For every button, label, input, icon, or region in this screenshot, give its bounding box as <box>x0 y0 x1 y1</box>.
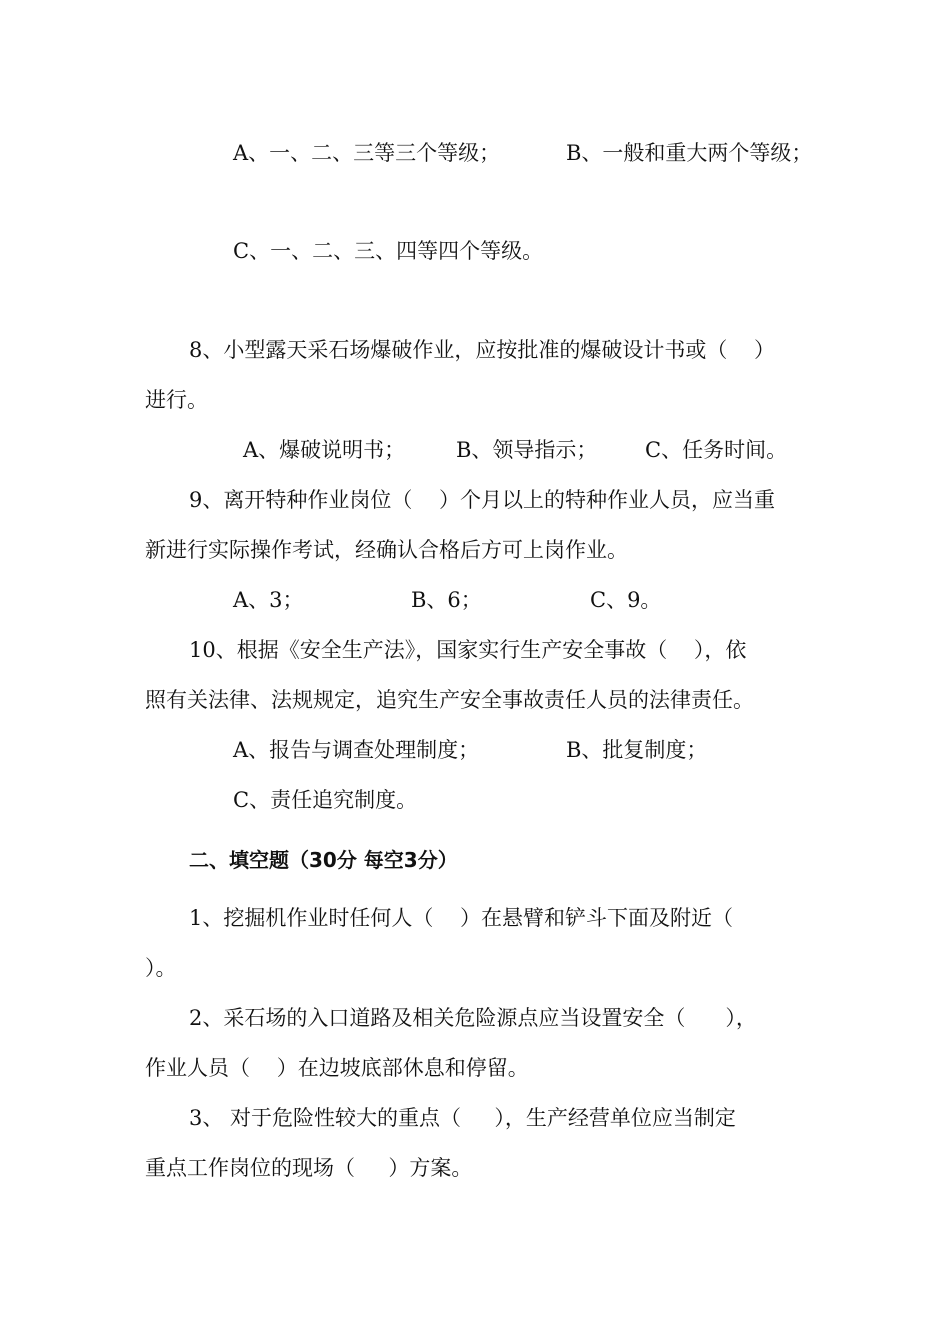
q10-option-c: C、责任追究制度。 <box>233 788 418 812</box>
fill3-line2: 重点工作岗位的现场（ ）方案。 <box>145 1156 473 1180</box>
q9-question-line1: 9、离开特种作业岗位（ ）个月以上的特种作业人员，应当重 <box>189 488 776 512</box>
q8-question-line2: 进行。 <box>145 388 208 412</box>
fill3-line1: 3、 对于危险性较大的重点（ ），生产经营单位应当制定 <box>189 1106 736 1130</box>
fill2-line1: 2、采石场的入口道路及相关危险源点应当设置安全（ ）， <box>189 1006 757 1030</box>
q8-option-a: A、爆破说明书； <box>243 438 406 462</box>
q8-option-c: C、任务时间。 <box>645 438 788 462</box>
q8-option-b: B、领导指示； <box>456 438 598 462</box>
q9-option-c: C、9。 <box>590 588 662 612</box>
q7-option-c: C、一、二、三、四等四个等级。 <box>233 239 544 263</box>
section-heading-fill-in: 二、填空题（30分 每空3分） <box>189 848 458 872</box>
q10-option-a: A、报告与调查处理制度； <box>233 738 480 762</box>
q7-option-a: A、一、二、三等三个等级； <box>233 141 501 165</box>
fill2-line2: 作业人员（ ）在边坡底部休息和停留。 <box>145 1056 529 1080</box>
q10-question-line2: 照有关法律、法规规定，追究生产安全事故责任人员的法律责任。 <box>145 688 754 712</box>
q10-question-line1: 10、根据《安全生产法》，国家实行生产安全事故（ ），依 <box>189 638 747 662</box>
q10-option-b: B、批复制度； <box>566 738 708 762</box>
q9-question-line2: 新进行实际操作考试，经确认合格后方可上岗作业。 <box>145 538 628 562</box>
fill1-line1: 1、挖掘机作业时任何人（ ）在悬臂和铲斗下面及附近（ <box>189 906 734 930</box>
q9-option-a: A、3； <box>233 588 304 612</box>
fill1-line2: ）。 <box>145 956 177 980</box>
q8-question-line1: 8、小型露天采石场爆破作业，应按批准的爆破设计书或（ ） <box>189 338 776 362</box>
q9-option-b: B、6； <box>411 588 482 612</box>
q7-option-b: B、一般和重大两个等级； <box>566 141 813 165</box>
